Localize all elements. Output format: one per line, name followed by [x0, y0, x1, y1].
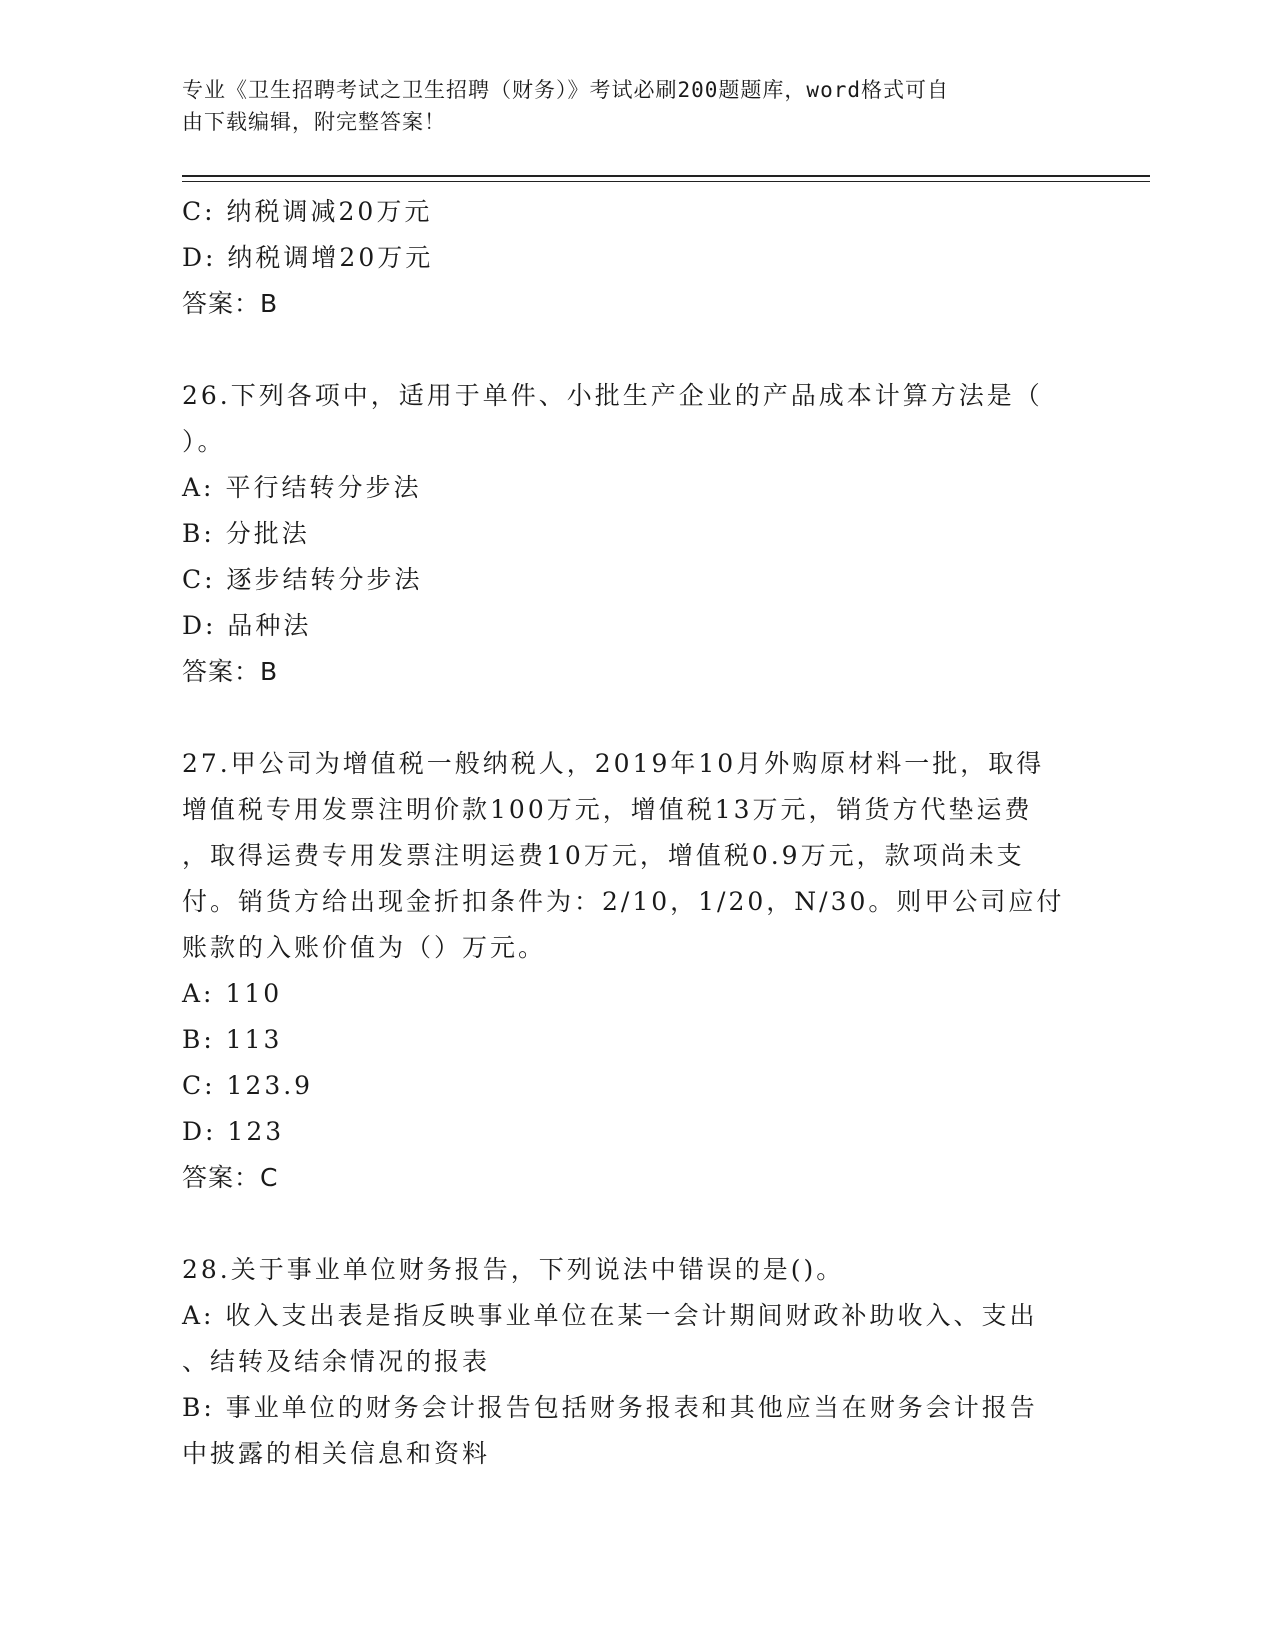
- question-28: [182, 1247, 1082, 1477]
- answer-line: 答案：B: [182, 657, 279, 686]
- option-c: C: 逐步结转分步法: [182, 565, 423, 594]
- option-a: A: 收入支出表是指反映事业单位在某一会计期间财政补助收入、支出: [182, 1301, 1038, 1330]
- header-divider: [182, 175, 1150, 177]
- option-a-continued: 、结转及结余情况的报表: [182, 1347, 491, 1376]
- header-line-1: 专业《卫生招聘考试之卫生招聘（财务）》考试必刷200题题库，word格式可自: [182, 78, 949, 102]
- question-27: [182, 741, 1082, 1201]
- option-d: D: 纳税调增20万元: [182, 243, 434, 272]
- option-b-continued: 中披露的相关信息和资料: [182, 1439, 491, 1468]
- question-stem-line: ）。: [182, 427, 226, 456]
- question-stem-line: ，取得运费专用发票注明运费10万元，增值税0.9万元，款项尚未支: [182, 841, 1025, 870]
- question-stem-line: 28.关于事业单位财务报告，下列说法中错误的是()。: [182, 1255, 845, 1284]
- answer-line: 答案：B: [182, 289, 279, 318]
- header-divider-thin: [182, 181, 1150, 182]
- question-stem-line: 26.下列各项中，适用于单件、小批生产企业的产品成本计算方法是（: [182, 381, 1043, 410]
- option-d: D: 123: [182, 1117, 285, 1146]
- answer-line: 答案：C: [182, 1163, 279, 1192]
- question-stem-line: 27.甲公司为增值税一般纳税人，2019年10月外购原材料一批，取得: [182, 749, 1045, 778]
- document-header: [182, 74, 1042, 138]
- question-content: [182, 189, 1082, 1477]
- question-stem-line: 账款的入账价值为（）万元。: [182, 933, 547, 962]
- question-stem-line: 付。销货方给出现金折扣条件为：2/10，1/20，N/30。则甲公司应付: [182, 887, 1065, 916]
- option-b: B: 分批法: [182, 519, 310, 548]
- option-b: B: 113: [182, 1025, 283, 1054]
- option-d: D: 品种法: [182, 611, 312, 640]
- option-b: B: 事业单位的财务会计报告包括财务报表和其他应当在财务会计报告: [182, 1393, 1038, 1422]
- option-a: A: 110: [182, 979, 283, 1008]
- option-c: C: 纳税调减20万元: [182, 197, 433, 226]
- question-stem-line: 增值税专用发票注明价款100万元，增值税13万元，销货方代垫运费: [182, 795, 1033, 824]
- header-line-2: 由下载编辑，附完整答案！: [182, 110, 446, 134]
- question-26: [182, 373, 1082, 695]
- option-a: A: 平行结转分步法: [182, 473, 422, 502]
- option-c: C: 123.9: [182, 1071, 314, 1100]
